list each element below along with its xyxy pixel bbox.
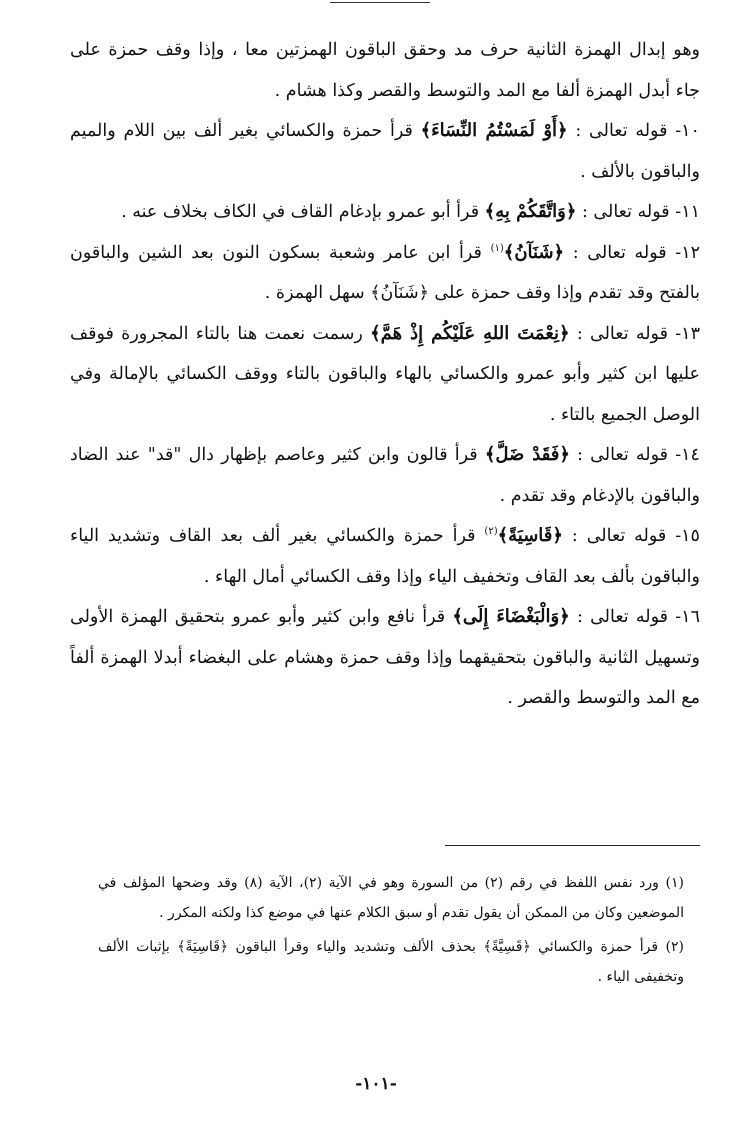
footnote-2: (٢) قرأ حمزة والكسائي ﴿قَسِيَّةً﴾ بحذف الألف وتشديد والياء وقرأ الباقون ﴿قَاسِيَةً﴾ بإثبات الألف وتخفيفى الياء . <box>98 939 684 985</box>
item-number: ١٢- <box>675 242 700 263</box>
item-number: ١١- <box>675 202 700 222</box>
item-text: قرأ نافع وابن كثير وأبو عمرو بتحقيق الهمزة الأولى وتسهيل الثانية والباقون بتحقيقهما وإذا وقف حمزة وهشام على البغضاء أبدلا الهمزة ألفاً مع المد والتوسط والقصر . <box>70 607 700 708</box>
footnote-ref[interactable]: (٢) <box>484 526 498 538</box>
item-15 <box>70 516 700 597</box>
item-text: قرأ ابن عامر وشعبة بسكون النون بعد الشين والباقون بالفتح وقد تقدم وإذا وقف حمزة على ﴿شَنَآنُ﴾ سهل الهمزة . <box>70 242 700 303</box>
item-number: ١٤- <box>675 445 700 465</box>
item-text: قرأ حمزة والكسائي بغير ألف بين اللام والميم والباقون بالألف . <box>70 121 700 182</box>
quran-verse: ﴿أَوْ لَمَسْتُمُ النِّسَاءَ﴾ <box>420 120 568 141</box>
item-text: قرأ حمزة والكسائي بغير ألف بعد القاف وتشديد الياء والباقون بألف بعد القاف وتخفيف الياء وإذا وقف الكسائي أمال الهاء . <box>70 526 700 587</box>
quran-verse: ﴿فَقَدْ ضَلَّ﴾ <box>484 444 570 465</box>
item-text: رسمت نعمت هنا بالتاء المجرورة فوقف عليها ابن كثير وأبو عمرو والكسائي بالهاء والباقون بالتاء ووقف الكسائي بالإمالة وفي الوصل الجميع بالتاء . <box>70 323 700 425</box>
footnotes <box>98 868 684 996</box>
quran-verse: ﴿قَاسِيَةً﴾ <box>497 525 563 546</box>
quran-verse: ﴿شَنَآنُ﴾ <box>503 241 565 263</box>
item-10 <box>70 111 700 192</box>
item-14 <box>70 435 700 516</box>
item-lead: قوله تعالى : <box>572 242 667 263</box>
item-number: ١٠- <box>675 121 700 141</box>
page-body <box>70 30 700 719</box>
item-lead: قوله تعالى : <box>576 607 669 627</box>
item-lead: قوله تعالى : <box>575 121 668 141</box>
item-13 <box>70 314 700 436</box>
item-text: قرأ قالون وابن كثير وعاصم بإظهار دال "قد" عند الضاد والباقون بالإدغام وقد تقدم . <box>70 445 700 506</box>
footnote-separator <box>445 845 700 846</box>
item-lead: قوله تعالى : <box>581 202 670 222</box>
item-11 <box>70 192 700 233</box>
item-number: ١٣- <box>675 323 700 344</box>
item-16 <box>70 597 700 719</box>
item-lead: قوله تعالى : <box>576 323 668 344</box>
item-lead: قوله تعالى : <box>571 526 667 546</box>
page-number: -١٠١- <box>355 1074 397 1094</box>
quran-verse: ﴿نِعْمَتَ اللهِ عَلَيْكُم إِذْ هَمَّ﴾ <box>370 322 570 344</box>
quran-verse: ﴿وَاتَّقَكُمْ بِهِ﴾ <box>484 201 577 222</box>
intro-paragraph: وهو إبدال الهمزة الثانية حرف مد وحقق الباقون الهمزتين معا ، وإذا وقف حمزة على جاء أبدل الهمزة ألفا مع المد والتوسط والقصر وكذا هشام . <box>70 40 700 101</box>
item-12 <box>70 233 700 314</box>
footnote-1: (١) ورد نفس اللفظ في رقم (٢) من السورة وهو في الآية (٢)، الآية (٨) وقد وضحها المؤلف في الموضعين وكان من الممكن أن يقول تقدم أو سبق الكلام عنها في موضع كذا ولكنه المكرر . <box>98 875 684 921</box>
footnote-ref[interactable]: (١) <box>490 242 504 254</box>
item-lead: قوله تعالى : <box>577 445 669 465</box>
item-number: ١٥- <box>675 526 700 546</box>
quran-verse: ﴿وَالْبَغْضَاءَ إِلَى﴾ <box>452 606 570 627</box>
item-text: قرأ أبو عمرو بإدغام القاف في الكاف بخلاف عنه . <box>121 202 480 222</box>
top-rule <box>330 2 430 3</box>
item-number: ١٦- <box>675 607 700 627</box>
